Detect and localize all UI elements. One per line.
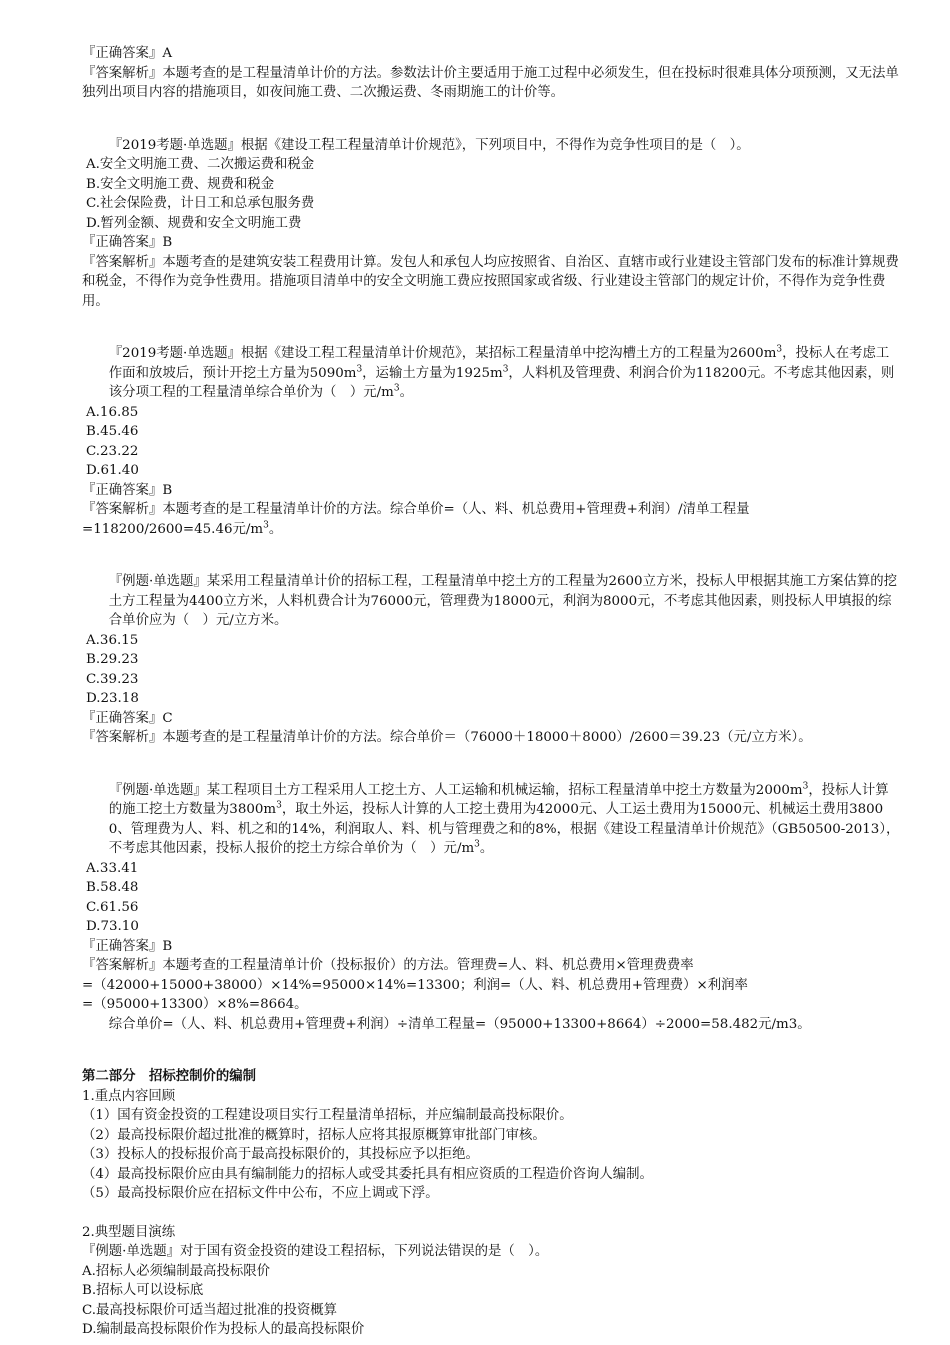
option-c: C.最高投标限价可适当超过批准的投资概算 (82, 1302, 338, 1318)
stem-text: 『例题·单选题』某工程项目土方工程采用人工挖土方、人工运输和机械运输，招标工程量清单中挖土方数量为2000m (108, 782, 803, 798)
option-d: D.暂列金额、规费和安全文明施工费 (86, 215, 302, 231)
option-a: A.16.85 (86, 404, 139, 420)
stem-text: ，运输土方量为1925m (362, 365, 503, 381)
stem-text: 。 (399, 385, 413, 400)
stem-text: ，人料机及管理费、利润合价为118200元。不考虑其他因素，则该分项工程的工程量清单综合单价为（ ）元/m (108, 365, 895, 400)
option-b: B.29.23 (86, 652, 139, 667)
subsection-title: 1.重点内容回顾 (82, 1088, 176, 1104)
answer-analysis: 『答案解析』本题考查的是建筑安装工程费用计算。发包人和承包人均应按照省、自治区、直辖市或行业建设主管部门发布的标准计算规费和税金，不得作为竞争性费用。措施项目清单中的安全文明施工费应按照国家或省级、行业建设主管部门的规定计价，不得作为竞争性费用。 (82, 254, 899, 309)
superscript: 3 (474, 839, 480, 850)
question-stem: 『2019考题·单选题』根据《建设工程工程量清单计价规范》，下列项目中，不得作为竞争性项目的是（ ）。 (108, 137, 750, 153)
option-b: B.招标人可以设标底 (82, 1283, 204, 1298)
option-a: A.36.15 (86, 632, 139, 648)
stem-text: 。 (479, 841, 494, 856)
question-stem: 『例题·单选题』某采用工程量清单计价的招标工程，工程量清单中挖土方的工程量为2600立方米，投标人甲根据其施工方案估算的挖土方工程量为4400立方米，人料机费合计为76000元，管理费为18000元，利润为8000元，不考虑其他因素，则投标人甲填报的综合单价应为（ ）元/立方米。 (108, 574, 898, 628)
question-stem: 『例题·单选题』对于国有资金投资的建设工程招标，下列说法错误的是（ ）。 (82, 1244, 549, 1259)
review-item: （4）最高投标限价应由具有编制能力的招标人或受其委托具有相应资质的工程造价咨询人编制。 (82, 1166, 653, 1182)
option-c: C.61.56 (86, 899, 139, 915)
superscript: 3 (276, 800, 282, 811)
stem-text: ，取土外运，投标人计算的人工挖土费用为42000元、人工运土费用为15000元、机械运土费用38000、管理费为人、料、机之和的14%，利润取人、料、机与管理费之和的8%，根据《建设工程量清单计价规范》（GB50500-2013），不考虑其他因素，投标人报价的挖土方综合单价为（ ）元/m (108, 802, 900, 856)
option-d: D.23.18 (86, 691, 139, 706)
formula-text: 。 (268, 521, 283, 537)
correct-answer: 『正确答案』B (82, 235, 173, 250)
correct-answer: 『正确答案』B (82, 482, 173, 498)
subsection-title: 2.典型题目演练 (82, 1224, 176, 1240)
option-d: D.编制最高投标限价作为投标人的最高投标限价 (82, 1322, 365, 1337)
superscript: 3 (356, 364, 363, 375)
option-b: B.安全文明施工费、规费和税金 (86, 176, 275, 192)
question-stem (82, 781, 900, 859)
superscript: 3 (393, 383, 400, 394)
correct-answer: 『正确答案』A (82, 46, 173, 61)
section-title: 第二部分 招标控制价的编制 (82, 1068, 257, 1084)
review-item: （2）最高投标限价超过批准的概算时，招标人应将其报原概算审批部门审核。 (82, 1127, 546, 1143)
option-d: D.61.40 (86, 463, 139, 478)
option-d: D.73.10 (86, 919, 139, 934)
answer-analysis: =（42000+15000+38000）×14%=95000×14%=13300；利润=（人、料、机总费用+管理费）×利润率 (82, 977, 748, 993)
superscript: 3 (776, 344, 783, 355)
option-c: C.社会保险费，计日工和总承包服务费 (86, 196, 315, 211)
review-item: （1）国有资金投资的工程建设项目实行工程量清单招标，并应编制最高投标限价。 (82, 1108, 573, 1123)
review-item: （5）最高投标限价应在招标文件中公布，不应上调或下浮。 (82, 1186, 439, 1201)
question-stem (82, 344, 900, 403)
superscript: 3 (263, 520, 269, 531)
option-c: C.39.23 (86, 671, 139, 687)
answer-analysis: 『答案解析』本题考查的是工程量清单计价的方法。综合单价=（人、料、机总费用+管理费+利润）/清单工程量 (82, 502, 750, 517)
document-page (82, 44, 900, 1340)
option-a: A.33.41 (86, 860, 139, 876)
option-c: C.23.22 (86, 443, 139, 459)
stem-text: ，投标人计算的施工挖土方数量为3800m (108, 782, 889, 817)
answer-analysis-formula (82, 520, 900, 540)
formula-text: =118200/2600=45.46元/m (82, 521, 264, 537)
option-a: A.招标人必须编制最高投标限价 (82, 1263, 271, 1279)
superscript: 3 (802, 781, 809, 792)
answer-analysis: 『答案解析』本题考查的工程量清单计价（投标报价）的方法。管理费=人、料、机总费用×管理费费率 (82, 958, 694, 973)
superscript: 3 (502, 364, 509, 375)
stem-text: ，投标人在考虑工作面和放坡后，预计开挖土方量为5090m (108, 346, 890, 381)
option-b: B.45.46 (86, 424, 139, 439)
option-b: B.58.48 (86, 880, 139, 895)
stem-text: 『2019考题·单选题』根据《建设工程工程量清单计价规范》，某招标工程量清单中挖沟槽土方的工程量为2600m (108, 346, 777, 361)
answer-analysis: 『答案解析』本题考查的是工程量清单计价的方法。参数法计价主要适用于施工过程中必须发生，但在投标时很难具体分项预测，又无法单独列出项目内容的措施项目，如夜间施工费、二次搬运费、冬雨期施工的计价等。 (82, 65, 899, 100)
answer-analysis: 『答案解析』本题考查的是工程量清单计价的方法。综合单价＝（76000＋18000＋8000）/2600＝39.23（元/立方米）。 (82, 730, 812, 745)
correct-answer: 『正确答案』B (82, 938, 173, 954)
review-item: （3）投标人的投标报价高于最高投标限价的，其投标应予以拒绝。 (82, 1147, 479, 1162)
option-a: A.安全文明施工费、二次搬运费和税金 (86, 157, 315, 172)
correct-answer: 『正确答案』C (82, 710, 173, 726)
answer-analysis: 综合单价=（人、料、机总费用+管理费+利润）÷清单工程量=（95000+13300+8664）÷2000=58.482元/m3。 (108, 1016, 811, 1032)
answer-analysis: =（95000+13300）×8%=8664。 (82, 997, 308, 1012)
